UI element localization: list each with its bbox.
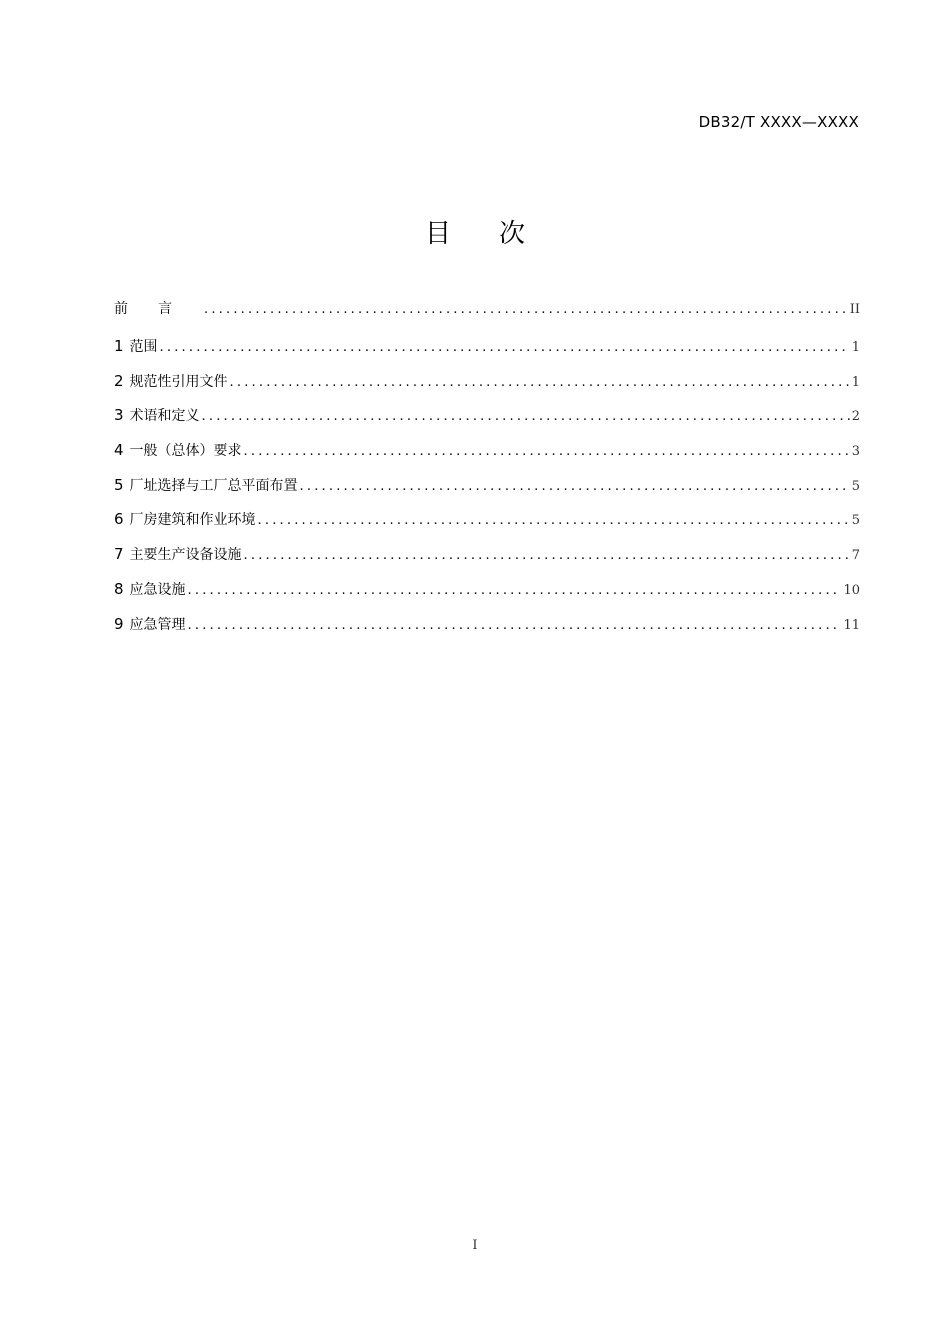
toc-entry-emergency-management[interactable] [114, 614, 860, 649]
table-of-contents [114, 298, 860, 648]
toc-entry-number: 8 [114, 579, 124, 598]
page-number: I [472, 1238, 478, 1253]
document-code: DB32/T XXXX—XXXX [698, 113, 859, 131]
toc-entry-page: 5 [851, 478, 860, 494]
toc-leader-dots [244, 548, 850, 563]
toc-entry-emergency-facilities[interactable] [114, 579, 860, 614]
toc-entry-general-requirements[interactable] [114, 440, 860, 475]
toc-entry-number: 1 [114, 337, 124, 355]
toc-entry-terms[interactable] [114, 405, 860, 440]
toc-entry-number: 3 [114, 406, 124, 425]
toc-leader-dots [244, 444, 850, 459]
toc-leader-dots [188, 618, 842, 633]
toc-leader-dots [300, 479, 850, 494]
toc-entry-label: 应急设施 [129, 581, 186, 598]
toc-entry-site-selection[interactable] [114, 475, 860, 510]
toc-entry-number: 2 [114, 371, 124, 390]
toc-entry-production-equipment[interactable] [114, 544, 860, 579]
toc-entry-page: 5 [851, 513, 860, 529]
toc-leader-dots [230, 375, 850, 390]
toc-entry-scope[interactable] [114, 336, 860, 371]
toc-entry-label: 主要生产设备设施 [129, 547, 242, 564]
toc-leader-dots [204, 302, 848, 317]
toc-entry-number: 7 [114, 545, 124, 564]
toc-entry-label: 规范性引用文件 [129, 373, 228, 390]
toc-entry-foreword[interactable] [114, 298, 860, 336]
toc-entry-label: 应急管理 [129, 616, 186, 633]
toc-leader-dots [160, 340, 850, 355]
toc-entry-page: 10 [843, 582, 860, 598]
toc-entry-number: 9 [114, 614, 124, 633]
toc-leader-dots [258, 513, 850, 528]
toc-entry-number: 5 [114, 475, 124, 494]
toc-entry-number: 4 [114, 441, 124, 460]
toc-entry-building-environment[interactable] [114, 509, 860, 544]
toc-entry-number: 6 [114, 510, 124, 529]
toc-entry-label: 一般（总体）要求 [129, 443, 242, 460]
toc-entry-page: 1 [851, 374, 860, 390]
toc-entry-page: II [849, 302, 860, 317]
toc-entry-label: 前言 [114, 301, 202, 317]
toc-entry-page: 2 [851, 409, 860, 425]
toc-entry-label: 范围 [129, 339, 158, 355]
toc-entry-label: 厂房建筑和作业环境 [129, 512, 256, 529]
toc-entry-page: 3 [851, 444, 860, 460]
toc-leader-dots [202, 409, 850, 424]
toc-entry-label: 术语和定义 [129, 408, 200, 425]
toc-entry-label: 厂址选择与工厂总平面布置 [129, 477, 298, 494]
toc-entry-page: 1 [851, 340, 860, 355]
toc-entry-page: 11 [843, 617, 860, 633]
toc-leader-dots [188, 583, 842, 598]
toc-title: 目次 [424, 219, 573, 249]
toc-entry-normative-references[interactable] [114, 371, 860, 406]
toc-entry-page: 7 [851, 548, 860, 564]
